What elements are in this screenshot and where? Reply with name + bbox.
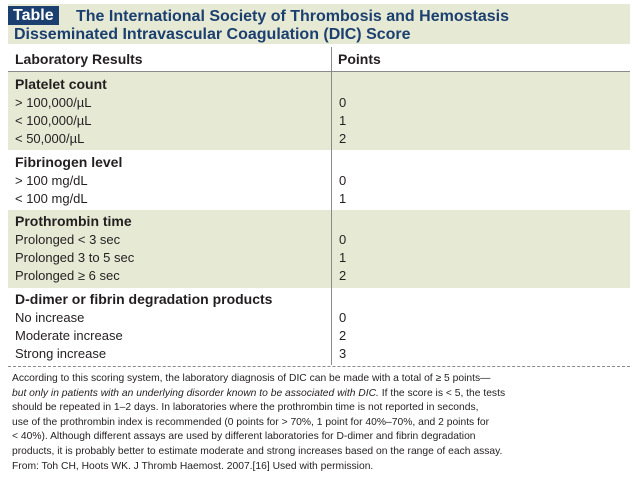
- table-title-line-2: Disseminated Intravascular Coagulation (DIC) Score: [14, 26, 411, 43]
- footnote-line: should be repeated in 1–2 days. In laboratories where the prothrombin time is not reported in seconds,: [12, 402, 479, 414]
- row-label: No increase: [15, 310, 85, 325]
- section-prothrombin-time: [8, 210, 630, 288]
- column-header-laboratory-results: Laboratory Results: [15, 51, 143, 67]
- row-label: Prolonged 3 to 5 sec: [15, 250, 135, 265]
- table-tag-label: Table: [8, 6, 59, 25]
- row-points: 2: [339, 268, 347, 283]
- section-title: Platelet count: [15, 76, 107, 92]
- table-title-line-1: The International Society of Thrombosis and Hemostasis: [76, 8, 509, 25]
- column-header-points: Points: [338, 51, 381, 67]
- footnote-text: If the score is < 5, the tests: [378, 387, 506, 399]
- row-points: 2: [339, 328, 347, 343]
- row-points: 0: [339, 310, 347, 325]
- footnote-line: < 40%). Although different assays are used by different laboratories for D-dimer and fibrin degradation: [12, 431, 476, 443]
- row-points: 0: [339, 95, 347, 110]
- row-label: < 100,000/µL: [15, 113, 92, 128]
- row-points: 1: [339, 250, 347, 265]
- row-label: > 100,000/µL: [15, 95, 92, 110]
- row-label: < 50,000/µL: [15, 131, 85, 146]
- row-points: 0: [339, 232, 347, 247]
- row-points: 1: [339, 113, 347, 128]
- footnote-line: use of the prothrombin index is recommended (0 points for > 70%, 1 point for 40%–70%, and 2 points for: [12, 416, 490, 428]
- row-label: > 100 mg/dL: [15, 173, 88, 188]
- footnote-line: [12, 387, 626, 402]
- section-d-dimer: [8, 288, 630, 366]
- row-points: 2: [339, 131, 347, 146]
- section-platelet-count: [8, 72, 630, 150]
- table-header-row: [8, 47, 630, 72]
- footnote-italic-text: but only in patients with an underlying disorder known to be associated with DIC.: [12, 387, 379, 399]
- section-title: Prothrombin time: [15, 213, 132, 229]
- row-points: 0: [339, 173, 347, 188]
- section-fibrinogen-level: [8, 150, 630, 210]
- row-label: Moderate increase: [15, 328, 123, 343]
- row-label: < 100 mg/dL: [15, 191, 88, 206]
- row-label: Prolonged < 3 sec: [15, 232, 121, 247]
- footnote-source: From: Toh CH, Hoots WK. J Thromb Haemost. 2007.[16] Used with permission.: [12, 460, 374, 472]
- footnote-line: products, it is probably better to estimate moderate and strong increases based on the range of each assay.: [12, 445, 503, 457]
- row-points: 3: [339, 346, 347, 361]
- section-title: Fibrinogen level: [15, 154, 123, 170]
- section-title: D-dimer or fibrin degradation products: [15, 291, 273, 307]
- row-label: Strong increase: [15, 346, 107, 361]
- footnote-line: According to this scoring system, the laboratory diagnosis of DIC can be made with a total of ≥ 5 points—: [12, 373, 491, 384]
- footnote-divider: [8, 366, 630, 367]
- row-label: Prolonged ≥ 6 sec: [15, 268, 120, 283]
- column-divider: [331, 47, 332, 365]
- table-footnote: [12, 372, 626, 474]
- row-points: 1: [339, 191, 347, 206]
